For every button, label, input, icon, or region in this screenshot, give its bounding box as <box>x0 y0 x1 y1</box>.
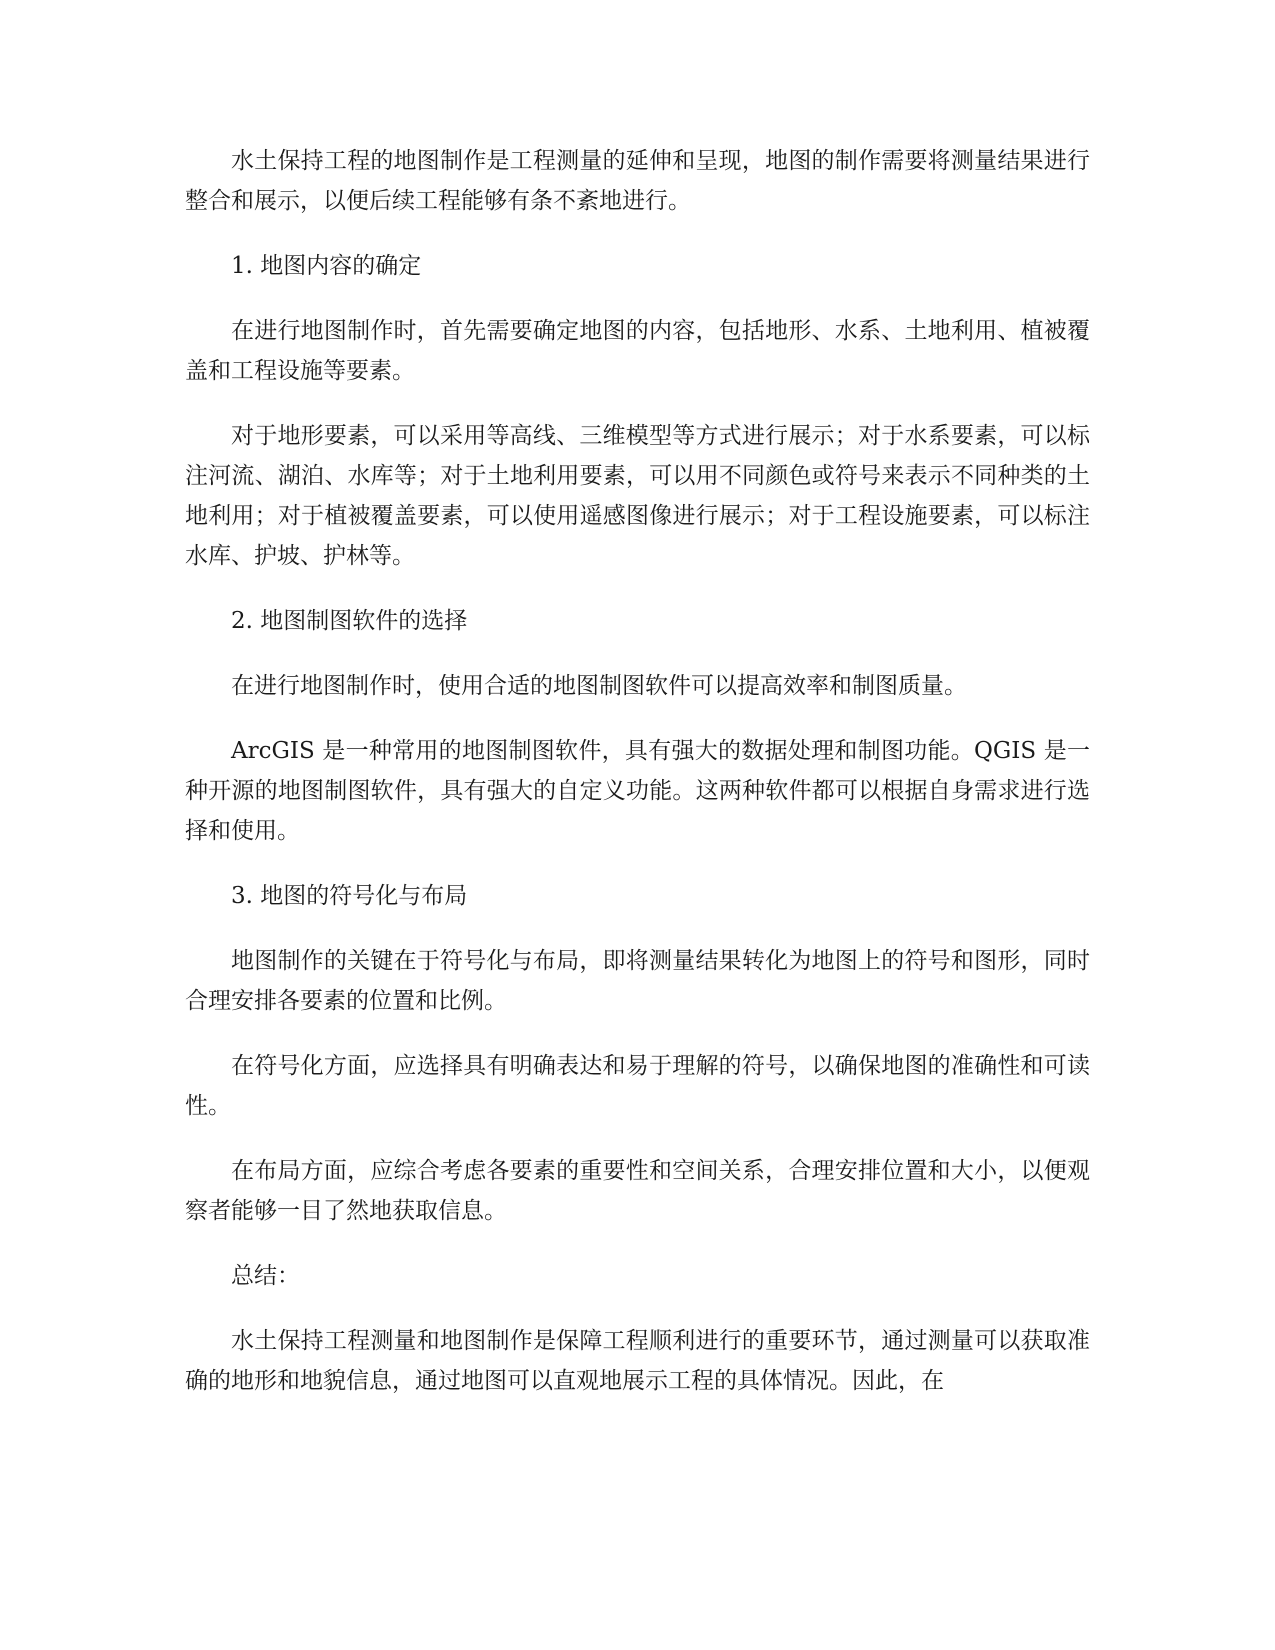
body-paragraph: 地图制作的关键在于符号化与布局，即将测量结果转化为地图上的符号和图形，同时合理安排各要素的位置和比例。 <box>185 948 1090 1014</box>
body-paragraph: 在符号化方面，应选择具有明确表达和易于理解的符号，以确保地图的准确性和可读性。 <box>185 1053 1090 1119</box>
body-paragraph: ArcGIS 是一种常用的地图制图软件，具有强大的数据处理和制图功能。QGIS 是一种开源的地图制图软件，具有强大的自定义功能。这两种软件都可以根据自身需求进行选择和使用。 <box>185 738 1090 844</box>
summary-paragraph: 水土保持工程测量和地图制作是保障工程顺利进行的重要环节，通过测量可以获取准确的地形和地貌信息，通过地图可以直观地展示工程的具体情况。因此，在 <box>185 1328 1090 1394</box>
section-heading-map-content: 1. 地图内容的确定 <box>231 253 422 279</box>
body-paragraph: 在进行地图制作时，首先需要确定地图的内容，包括地形、水系、土地利用、植被覆盖和工程设施等要素。 <box>185 318 1090 384</box>
document-body <box>185 141 1090 1426</box>
body-paragraph: 在布局方面，应综合考虑各要素的重要性和空间关系，合理安排位置和大小，以便观察者能够一目了然地获取信息。 <box>185 1158 1090 1224</box>
summary-heading: 总结： <box>231 1263 300 1289</box>
body-paragraph: 在进行地图制作时，使用合适的地图制图软件可以提高效率和制图质量。 <box>231 673 967 699</box>
intro-paragraph: 水土保持工程的地图制作是工程测量的延伸和呈现，地图的制作需要将测量结果进行整合和展示，以便后续工程能够有条不紊地进行。 <box>185 148 1090 214</box>
body-paragraph: 对于地形要素，可以采用等高线、三维模型等方式进行展示；对于水系要素，可以标注河流、湖泊、水库等；对于土地利用要素，可以用不同颜色或符号来表示不同种类的土地利用；对于植被覆盖要素，可以使用遥感图像进行展示；对于工程设施要素，可以标注水库、护坡、护林等。 <box>185 423 1090 569</box>
section-heading-software-choice: 2. 地图制图软件的选择 <box>231 608 468 634</box>
section-heading-symbolization-layout: 3. 地图的符号化与布局 <box>231 883 468 909</box>
